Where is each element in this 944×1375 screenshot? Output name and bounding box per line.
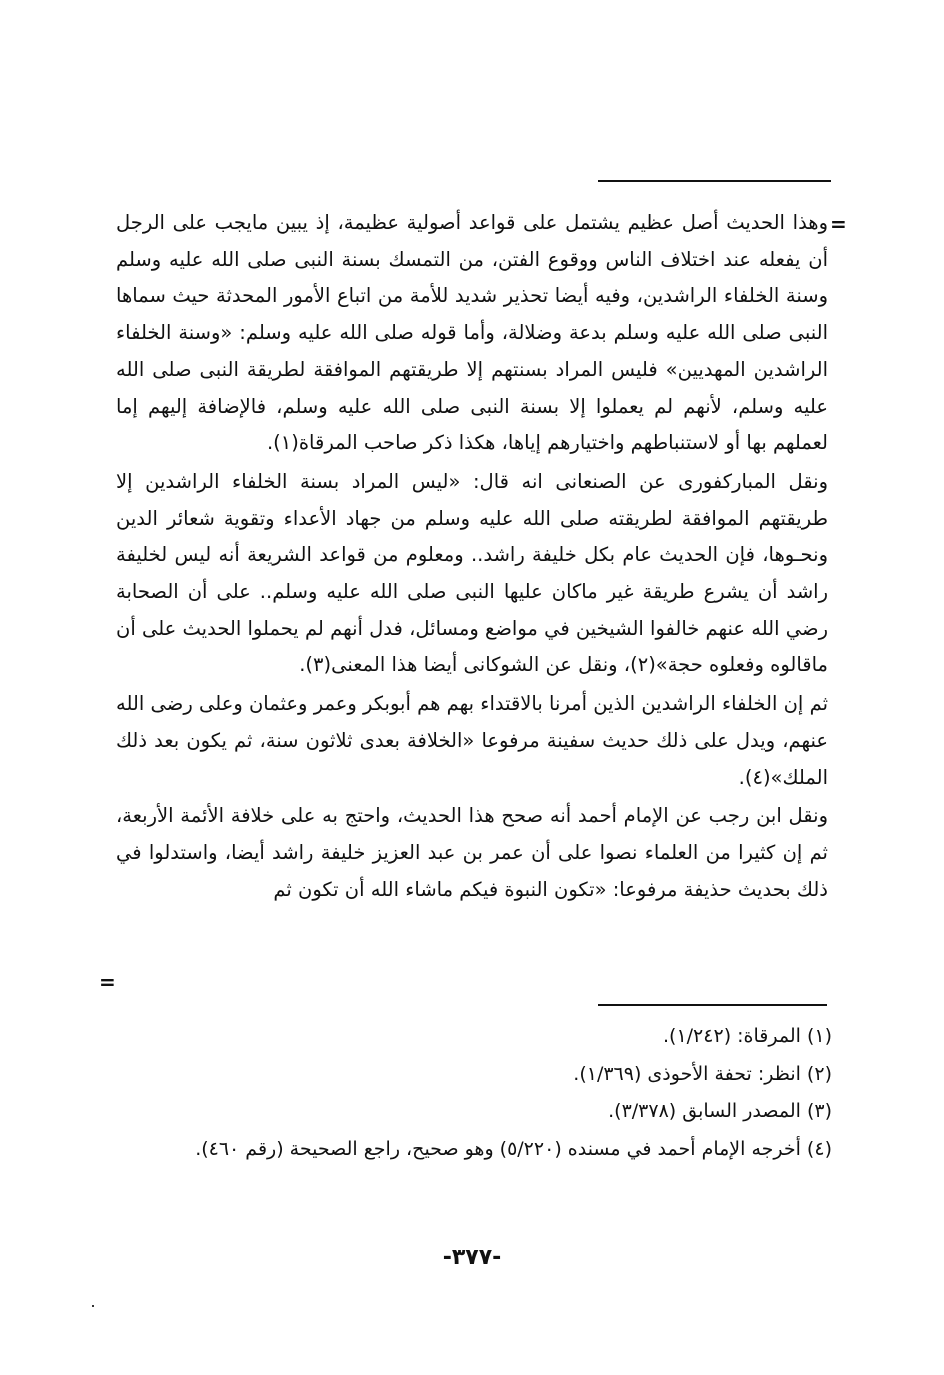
scan-speck — [92, 1305, 94, 1307]
footnote-2: (٢) انظر: تحفة الأحوذى (١/٣٦٩). — [573, 1062, 832, 1085]
continuation-mark-start: = — [830, 212, 847, 236]
footnotes — [120, 1018, 832, 1168]
footnote-separator-line — [598, 1004, 827, 1006]
footnote-3: (٣) المصدر السابق (٣/٣٧٨). — [608, 1100, 832, 1122]
continuation-mark-end: = — [99, 970, 116, 994]
header-separator-line — [598, 180, 831, 182]
paragraph-1: وهذا الحديث أصل عظيم يشتمل على قواعد أصولية عظيمة، إذ يبين مايجب على الرجل أن يفعله عند اختلاف الناس ووقوع الفتن، من التمسك بسنة النبى صلى الله عليه وسلم وسنة الخلفاء الراشدين، وفيه أيضا تحذير شديد للأمة من اتباع الأمور المحدثة حيث سماها النبى صلى الله عليه وسلم بدعة وضلالة، وأما قوله صلى الله عليه وسلم: «وسنة الخلفاء الراشدين المهديين» فليس المراد بسنتهم إلا طريقتهم الموافقة لطريقة النبى صلى الله عليه وسلم، لأنهم لم يعملوا إلا بسنة النبى صلى الله عليه وسلم، فالإضافة إليهم إما لعملهم بها أو لاستنباطهم واختيارهم إياها، هكذا ذكر صاحب المرقاة(١). — [116, 211, 828, 455]
paragraph-4: ونقل ابن رجب عن الإمام أحمد أنه صحح هذا الحديث، واحتج به على خلافة الأئمة الأربعة، ثم إن كثيرا من العلماء نصوا على أن عمر بن عبد العزيز خليفة راشد أيضا، واستدلوا في ذلك بحديث حذيفة مرفوعا: «تكون النبوة فيكم ماشاء الله أن تكون ثم — [116, 804, 828, 901]
footnote-4: (٤) أخرجه الإمام أحمد في مسنده (٥/٢٢٠) وهو صحيح، راجع الصحيحة (رقم ٤٦٠). — [195, 1137, 832, 1160]
footnote-1: (١) المرقاة: (١/٢٤٢). — [663, 1025, 832, 1047]
page-number: -٣٧٧- — [442, 1245, 502, 1270]
paragraph-3: ثم إن الخلفاء الراشدين الذين أمرنا بالاقتداء بهم هم أبوبكر وعمر وعثمان وعلى رضى الله عنهم، ويدل على ذلك حديث سفينة مرفوعا «الخلافة بعدى ثلاثون سنة، ثم يكون بعد ذلك الملك»(٤). — [116, 692, 828, 789]
paragraph-2: ونقل المباركفورى عن الصنعانى انه قال: «ليس المراد بسنة الخلفاء الراشدين إلا طريقتهم الموافقة لطريقته صلى الله عليه وسلم من جهاد الأعداء وتقوية شعائر الدين ونحـوها، فإن الحديث عام بكل خليفة راشد.. ومعلوم من قواعد الشريعة أنه ليس لخليفة راشد أن يشرع طريقة غير ماكان عليها النبى صلى الله عليه وسلم.. على أن الصحابة رضي الله عنهم خالفوا الشيخين في مواضع ومسائل، فدل أنهم لم يحملوا الحديث على أن ماقالوه وفعلوه حجة»(٢)، ونقل عن الشوكانى أيضا هذا المعنى(٣). — [116, 469, 828, 677]
main-text — [116, 205, 828, 908]
